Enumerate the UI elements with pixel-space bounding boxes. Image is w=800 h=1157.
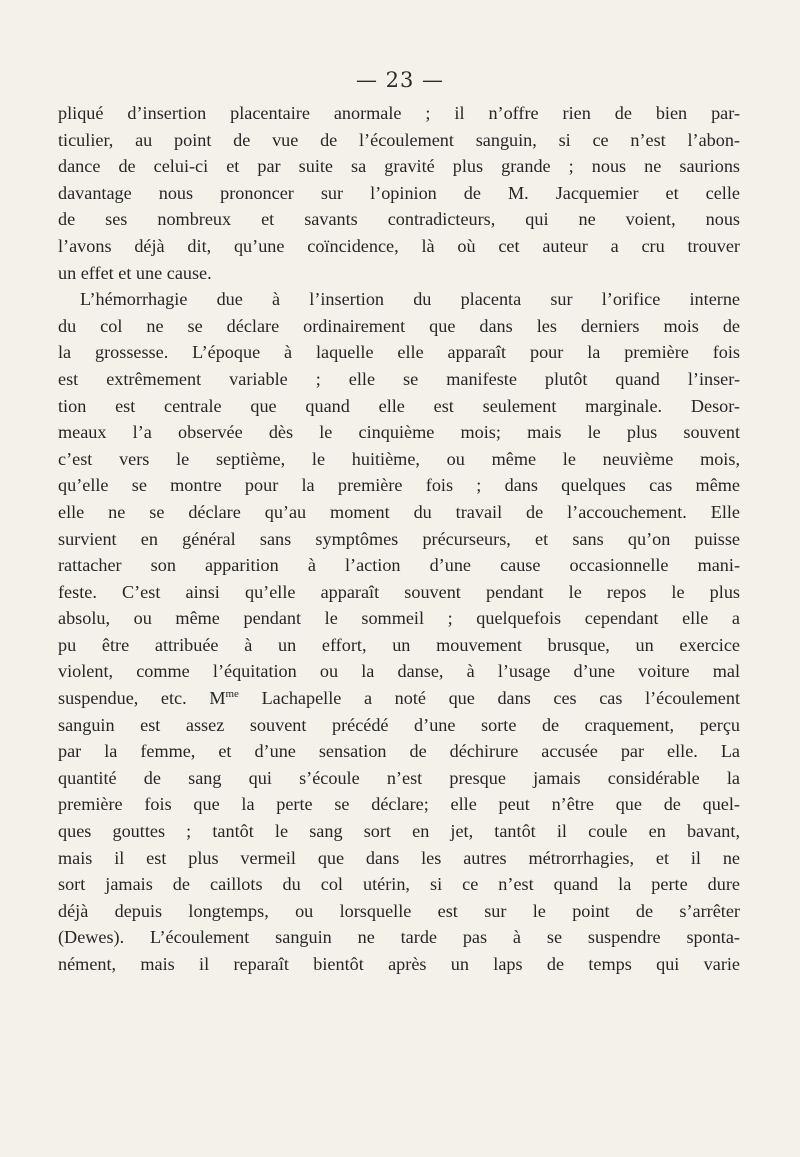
text-line: ticulier, au point de vue de l’écoulement sanguin, si ce n’est l’abon- <box>58 129 740 150</box>
text-fragment: suspendue, etc. <box>58 688 187 709</box>
text-line: de ses nombreux et savants contradicteurs, qui ne voient, nous <box>58 209 740 230</box>
text-line: qu’elle se montre pour la première fois ; dans quelques cas même <box>58 475 740 496</box>
text-line: pliqué d’insertion placentaire anormale ; il n’offre rien de bien par- <box>58 103 740 123</box>
text-line: l’avons déjà dit, qu’une coïncidence, là où cet auteur a cru trouver <box>58 235 740 256</box>
text-line: feste. C’est ainsi qu’elle apparaît souvent pendant le repos le plus <box>58 581 740 602</box>
text-line: un effet et une cause. <box>58 262 212 283</box>
text-line: davantage nous prononcer sur l’opinion de M. Jacquemier et celle <box>58 182 740 203</box>
abbreviation <box>209 688 239 708</box>
text-line-with-abbreviation <box>58 685 740 712</box>
text-line: première fois que la perte se déclare; elle peut n’être que de quel- <box>58 794 740 815</box>
abbreviation-base: M <box>209 688 226 709</box>
text-line: par la femme, et d’une sensation de déchirure accusée par elle. La <box>58 741 740 762</box>
text-line: du col ne se déclare ordinairement que dans les derniers mois de <box>58 315 740 336</box>
text-line: quantité de sang qui s’écoule n’est presque jamais considérable la <box>58 767 740 788</box>
text-line: rattacher son apparition à l’action d’une cause occasionnelle mani- <box>58 555 740 576</box>
text-line: la grossesse. L’époque à laquelle elle apparaît pour la première fois <box>58 342 740 363</box>
text-line: survient en général sans symptômes précurseurs, et sans qu’on puisse <box>58 528 740 549</box>
text-line: meaux l’a observée dès le cinquième mois; mais le plus souvent <box>58 422 740 443</box>
text-line: violent, comme l’équitation ou la danse, à l’usage d’une voiture mal <box>58 661 740 682</box>
text-line: absolu, ou même pendant le sommeil ; quelquefois cependant elle a <box>58 608 740 629</box>
text-line: sort jamais de caillots du col utérin, si ce n’est quand la perte dure <box>58 874 740 895</box>
text-line: tion est centrale que quand elle est seulement marginale. Desor- <box>58 395 740 416</box>
text-line: mais il est plus vermeil que dans les autres métrorrhagies, et il ne <box>58 847 740 868</box>
text-line: dance de celui-ci et par suite sa gravité plus grande ; nous ne saurions <box>58 156 740 177</box>
text-line: L’hémorrhagie due à l’insertion du placenta sur l’orifice interne <box>80 289 740 310</box>
text-line: (Dewes). L’écoulement sanguin ne tarde pas à se suspendre sponta- <box>58 927 740 948</box>
body-text <box>58 100 740 978</box>
text-line: elle ne se déclare qu’au moment du travail de l’accouchement. Elle <box>58 501 740 522</box>
text-line: sanguin est assez souvent précédé d’une sorte de craquement, perçu <box>58 714 740 735</box>
text-line: est extrêmement variable ; elle se manifeste plutôt quand l’inser- <box>58 368 740 389</box>
text-fragment: Lachapelle a noté que dans ces cas l’écoulement <box>261 688 740 709</box>
text-line: ques gouttes ; tantôt le sang sort en jet, tantôt il coule en bavant, <box>58 821 740 842</box>
text-line: pu être attribuée à un effort, un mouvement brusque, un exercice <box>58 634 740 655</box>
abbreviation-superscript: me <box>225 688 239 700</box>
page-number: — 23 — <box>355 68 445 92</box>
text-line: c’est vers le septième, le huitième, ou même le neuvième mois, <box>58 448 740 469</box>
text-line: nément, mais il reparaît bientôt après un laps de temps qui varie <box>58 954 740 974</box>
text-line: déjà depuis longtemps, ou lorsquelle est sur le point de s’arrêter <box>58 900 740 921</box>
